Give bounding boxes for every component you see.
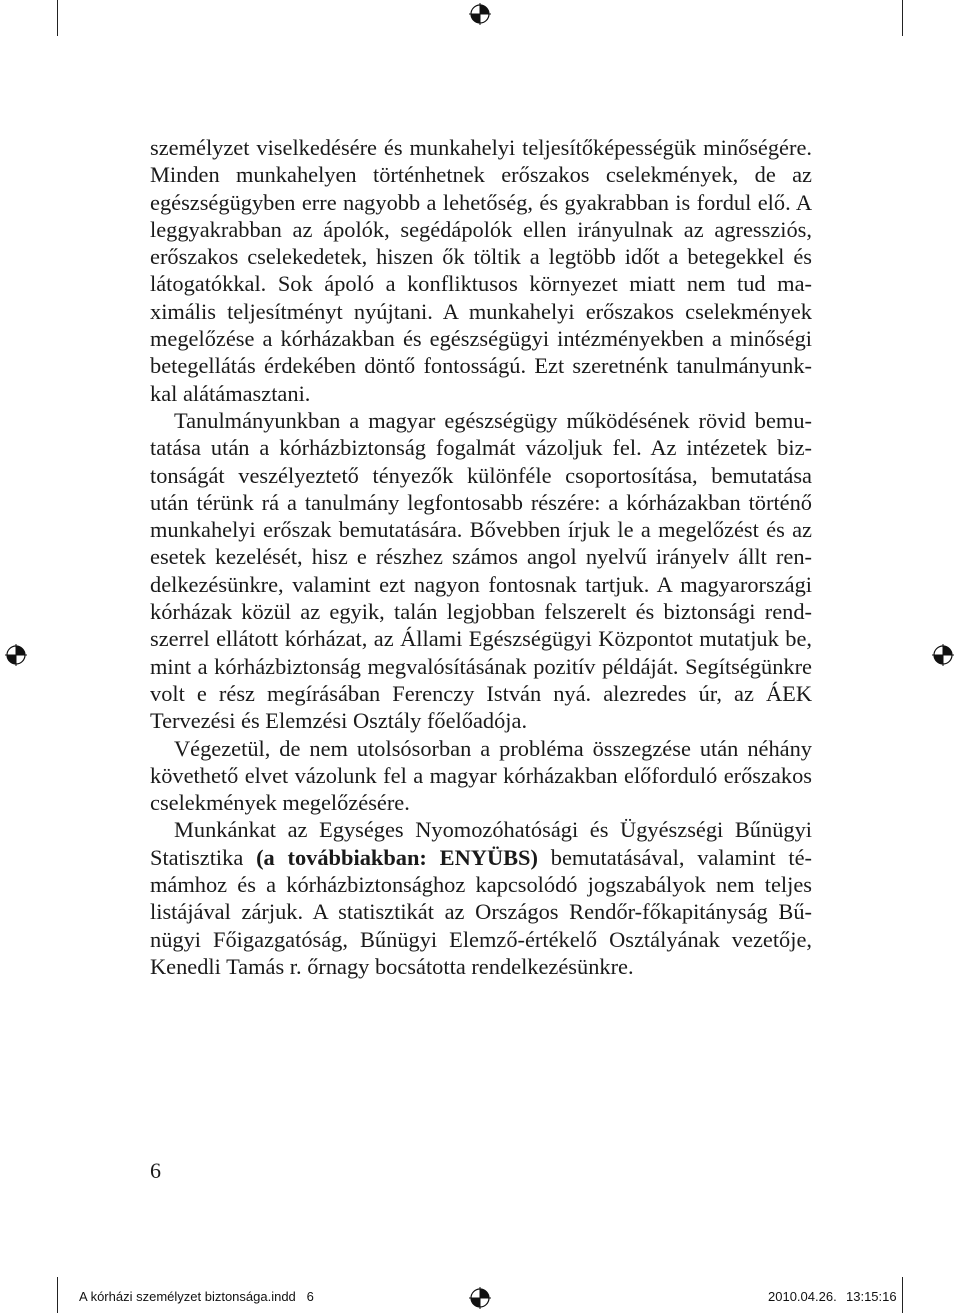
registration-target-icon: [5, 644, 27, 666]
crop-mark-top-left: [57, 0, 58, 36]
slug-date: 2010.04.26.: [768, 1289, 837, 1304]
slug-filename: A kórházi személyzet biztonsága.indd 6: [79, 1289, 314, 1304]
paragraph-text: Munkánkat az Egységes Nyomozóhatósági és Ügyészségi Bűnügyi Statisztika: [150, 817, 812, 870]
page-number: 6: [150, 1158, 161, 1183]
bold-abbreviation: (a továbbiakban: ENYÜBS): [256, 844, 538, 870]
paragraph: Tanulmányunkban a magyar egészségügy működésének rövid bemutatása után a kórházbiztonság fogalmát vázoljuk fel. Az intézetek biztonságát veszélyeztető tényezők különféle csoportosítása, bemutatása után térünk rá a tanulmány legfontosabb részére: a kórházakban történő munkahelyi erőszak bemutatására. Bővebben írjuk le a megelőzést és az esetek kezelését, hisz e részhez számos angol nyelvű irányelv állt rendelkezésünkre, valamint ezt nagyon fontosnak tartjuk. A magyarországi kórházak közül az egyik, talán legjobban felszerelt és biztonsági rendszerrel ellátott kórházat, az Állami Egészségügyi Központot mutatjuk be, mint a kórházbiztonság megvalósításának pozitív példáját. Segítségünkre volt e rész megírásában Ferenczy István nyá. alezredes úr, az ÁEK Tervezési és Elemzési Osztály főelőadója.: [150, 407, 812, 734]
registration-target-icon: [932, 644, 954, 666]
crop-mark-bottom-left: [57, 1277, 58, 1313]
registration-target-icon: [469, 3, 491, 25]
paragraph: személyzet viselkedésére és munkahelyi teljesítőképességük minőségére. Minden munkahelyen történhetnek erőszakos cselekmények, de az egészségügyben erre nagyobb a lehetőség, és gyakrabban is fordul elő. A leggyakrabban az ápolók, segédápolók ellen irányulnak az agressziós, erőszakos cselekedetek, hiszen ők töltik a legtöbb időt a betegekkel és látogatókkal. Sok ápoló a konfliktusos környezet miatt nem tud maximális teljesítményt nyújtani. A munkahelyi erőszakos cselekmények megelőzése a kórházakban és egészségügyi intézményekben a minőségi betegellátás érdekében döntő fontosságú. Ezt szeretnénk tanulmányunkkal alátámasztani.: [150, 135, 812, 406]
crop-mark-top-right: [902, 0, 903, 36]
paragraph: Végezetül, de nem utolsósorban a probléma összegzése után néhány követhető elvet vázolunk fel a magyar kórházakban előforduló erőszakos cselekmények megelőzésére.: [150, 735, 812, 816]
paragraph-text: bemutatásával, valamint témámhoz és a kórházbiztonsághoz kapcsolódó jogszabályok nem teljes listájával zárjuk. A statisztikát az Országos Rendőr-főkapitányság Bűnügyi Főigazgatóság, Bűnügyi Elemző-értékelő Osztályának vezetője, Kenedli Tamás r. őrnagy bocsátotta rendelkezésünkre.: [150, 844, 812, 979]
crop-mark-bottom-right: [902, 1277, 903, 1313]
body-text: [150, 134, 812, 980]
paragraph: [150, 816, 812, 980]
registration-target-icon: [469, 1287, 491, 1309]
slug-time: 13:15:16: [846, 1289, 897, 1304]
